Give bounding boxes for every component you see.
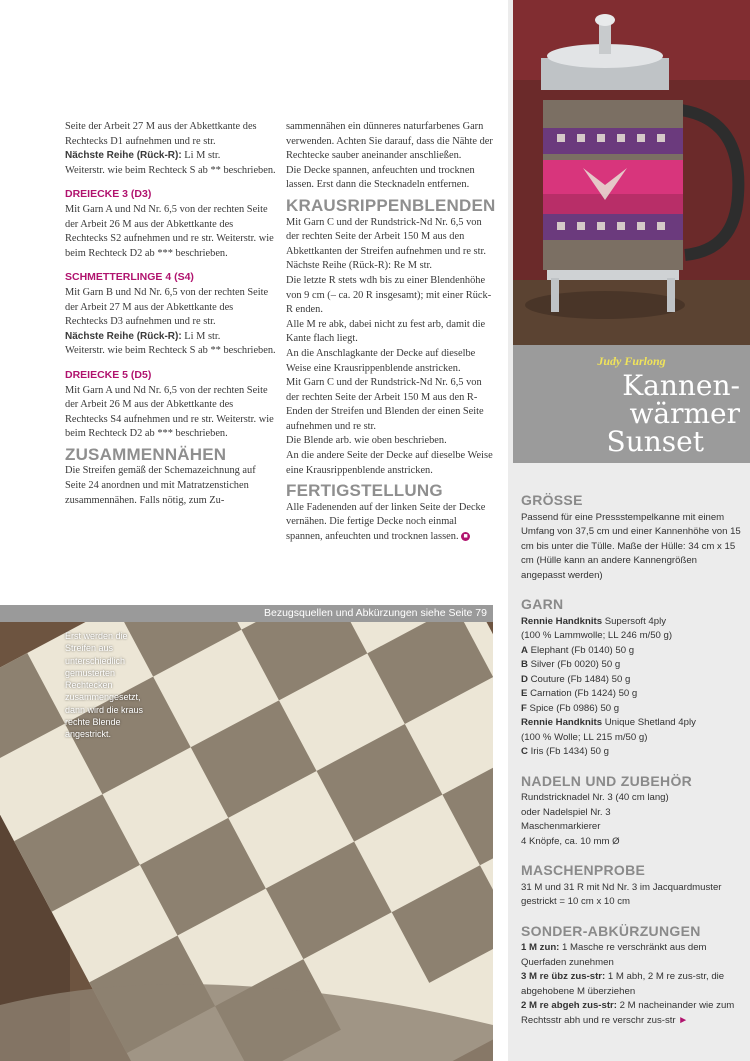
- inline-text: Li M str.: [181, 330, 221, 342]
- article-title-line-1: Kannen-: [622, 369, 740, 402]
- article-title-line-2: wärmer: [629, 397, 740, 430]
- photo-caption: Erst werden die Streifen aus unterschiedlich gemusterten Rechtecken zusammengesetzt, dann wird die kraus rechte Blende angestrickt.: [65, 631, 144, 740]
- abbreviation-item: [521, 941, 743, 970]
- yarn-code: F: [521, 702, 527, 714]
- yarn-code: A: [521, 644, 528, 656]
- yarn-detail: Couture (Fb 1484) 50 g: [527, 673, 631, 685]
- spec-heading-maschenprobe: MASCHENPROBE: [521, 862, 646, 878]
- spec-text: 31 M und 31 R mit Nd Nr. 3 im Jacquardmuster gestrickt = 10 cm x 10 cm: [521, 881, 722, 907]
- continue-arrow-icon: ►: [678, 1014, 689, 1026]
- photo-source-bar: [0, 605, 493, 622]
- paragraph: An die andere Seite der Decke auf dieselbe Weise eine Krausrippenblende anstricken.: [286, 450, 493, 476]
- yarn-detail: Silver (Fb 0020) 50 g: [527, 659, 621, 670]
- abbreviation-term: 1 M zun:: [521, 942, 560, 953]
- paragraph: Alle M re abk, dabei nicht zu fest arb, damit die Kante flach liegt.: [286, 318, 486, 345]
- paragraph: Mit Garn C und der Rundstrick-Nd Nr. 6,5 von der rechten Seite der Arbeit 150 M aus den R-Enden der Streifen und Blenden der einen Seite aufnehmen und re str.: [286, 377, 484, 432]
- needle-item: Maschenmarkierer: [521, 821, 601, 832]
- yarn-code: E: [521, 688, 528, 699]
- source-reference: Bezugsquellen und Abkürzungen siehe Seite 79: [263, 607, 487, 619]
- yarn-detail: Supersoft 4ply: [602, 615, 667, 627]
- yarn-code: B: [521, 659, 528, 670]
- end-of-article-icon: ■: [461, 532, 470, 541]
- text-column-middle: [286, 120, 494, 545]
- yarn-item: [521, 716, 743, 731]
- section-heading-d5: DREIECKE 5 (D5): [65, 368, 152, 381]
- yarn-detail: Spice (Fb 0986) 50 g: [526, 702, 620, 714]
- paragraph: Die Decke spannen, anfeuchten und trocknen lassen. Erst dann die Stecknadeln entfernen.: [286, 164, 475, 191]
- needle-item: 4 Knöpfe, ca. 10 mm Ø: [521, 835, 620, 847]
- paragraph: Seite der Arbeit 27 M aus der Abkettkante des Rechtecks D1 aufnehmen und re str.: [65, 121, 257, 147]
- abbreviation-definition: 2 M nacheinander wie zum Rechtsstr abh und re verschr zus-str: [521, 1000, 735, 1026]
- paragraph: Mit Garn B und Nd Nr. 6,5 von der rechten Seite der Arbeit 27 M aus der Abkettkante des Rechtecks D3 aufnehmen und re str.: [65, 286, 269, 328]
- yarn-detail: Elephant (Fb 0140) 50 g: [527, 644, 635, 656]
- text-column-left: [65, 120, 277, 508]
- yarn-item: [521, 658, 743, 673]
- yarn-list: [521, 615, 743, 760]
- section-heading-fertigstellung: FERTIGSTELLUNG: [286, 481, 443, 501]
- spec-heading-garn: GARN: [521, 596, 564, 612]
- abbreviation-term: 3 M re übz zus-str:: [521, 971, 606, 982]
- yarn-item: [521, 644, 743, 659]
- yarn-item: [521, 673, 743, 688]
- yarn-code: C: [521, 746, 528, 757]
- paragraph: [65, 149, 277, 164]
- paragraph: Die letzte R stets wdh bis zu einer Blendenhöhe von 9 cm (– ca. 20 R insgesamt); mit einer Rück-R enden.: [286, 274, 492, 316]
- paragraph: Weiterstr. wie beim Rechteck S ab ** beschrieben.: [65, 164, 276, 176]
- yarn-brand: Rennie Handknits: [521, 615, 603, 627]
- section-heading-krausrippenblenden: KRAUSRIPPENBLENDEN: [286, 195, 496, 215]
- paragraph: Die Streifen gemäß der Schemazeichnung auf Seite 24 anordnen und mit Matratzenstichen zusammennähen. Falls nötig, zum Zu-: [65, 465, 256, 506]
- yarn-item: [521, 629, 743, 644]
- pattern-specs: [521, 493, 743, 1028]
- yarn-detail: (100 % Lammwolle; LL 246 m/50 g): [521, 630, 673, 641]
- paragraph: Mit Garn C und der Rundstrick-Nd Nr. 6,5 von der rechten Seite der Arbeit 150 M aus den Abkettkanten der Streifen aufnehmen und re str.: [286, 216, 486, 257]
- paragraph: Mit Garn A und Nd Nr. 6,5 von der rechten Seite der Arbeit 26 M aus der Abkettkante des Rechtecks S2 aufnehmen und re str. Weiterstr. wie beim Rechteck D2 ab *** beschrieben.: [65, 203, 274, 259]
- abbreviation-definition: 1 M abh, 2 M re zus-str, die abgehobene M überziehen: [521, 971, 725, 997]
- paragraph: sammennähen ein dünneres naturfarbenes Garn verwenden. Achten Sie darauf, dass die Nähte der Rechtecke sauber aneinander anschließen.: [286, 121, 493, 162]
- yarn-item: [521, 702, 743, 717]
- inline-text: Li M str.: [181, 150, 221, 162]
- paragraph: Die Blende arb. wie oben beschrieben.: [286, 435, 447, 447]
- yarn-brand: Rennie Handknits: [521, 717, 603, 728]
- yarn-item: [521, 687, 743, 702]
- yarn-item: [521, 745, 743, 760]
- yarn-detail: (100 % Wolle; LL 215 m/50 g): [521, 731, 648, 743]
- author-name: Judy Furlong: [597, 354, 666, 368]
- spec-heading-abkuerzungen: SONDER-ABKÜRZUNGEN: [521, 922, 701, 939]
- yarn-code: D: [521, 673, 528, 685]
- yarn-detail: Carnation (Fb 1424) 50 g: [527, 688, 638, 699]
- label-bold: Nächste Reihe (Rück-R):: [65, 330, 182, 342]
- section-heading-d3: DREIECKE 3 (D3): [65, 188, 152, 201]
- teapot-cosy-photo: [513, 0, 750, 345]
- yarn-item: [521, 615, 743, 630]
- abbreviation-item: [521, 970, 743, 999]
- label-bold: Nächste Reihe (Rück-R):: [65, 150, 182, 162]
- paragraph: Nächste Reihe (Rück-R): Re M str.: [286, 260, 433, 272]
- yarn-item: [521, 731, 743, 746]
- article-title-line-3: Sunset: [606, 425, 704, 458]
- spec-heading-groesse: GRÖSSE: [521, 492, 583, 508]
- abbreviation-term: 2 M re abgeh zus-str:: [521, 1000, 617, 1011]
- abbreviation-definition: 1 Masche re verschränkt aus dem Querfaden zunehmen: [521, 942, 707, 968]
- article-title-band: [513, 345, 750, 463]
- teapot-cosy-illustration: [513, 0, 750, 345]
- paragraph: An die Anschlagkante der Decke auf dieselbe Weise eine Krausrippenblende anstricken.: [286, 347, 476, 374]
- paragraph: [65, 330, 277, 345]
- needle-item: oder Nadelspiel Nr. 3: [521, 806, 611, 818]
- spec-heading-nadeln: NADELN UND ZUBEHÖR: [521, 772, 693, 789]
- paragraph: Mit Garn A und Nd Nr. 6,5 von der rechten Seite der Arbeit 26 M aus der Abkettkante des Rechtecks S4 aufnehmen und re str. Weiterstr. wie beim Rechteck D2 ab *** beschrieben.: [65, 384, 274, 440]
- spec-text: Passend für eine Pressstempelkanne mit einem Umfang von 37,5 cm und einer Kannenhöhe von 15 cm bis unter die Tülle. Maße der Hülle: 34 cm x 15 cm (Hülle kann an andere Kannengrößen angepasst werden): [521, 511, 741, 581]
- yarn-detail: Iris (Fb 1434) 50 g: [527, 746, 609, 757]
- needle-item: Rundstricknadel Nr. 3 (40 cm lang): [521, 792, 669, 803]
- abbreviation-item: [521, 999, 743, 1028]
- section-heading-zusammennaehen: ZUSAMMENNÄHEN: [65, 444, 227, 464]
- inline-text: Alle Fadenenden auf der linken Seite der Decke vernähen. Die fertige Decke noch einmal spannen, anfeuchten und trocknen lassen.: [286, 501, 486, 543]
- section-heading-s4: SCHMETTERLINGE 4 (S4): [65, 271, 194, 284]
- yarn-detail: Unique Shetland 4ply: [602, 717, 696, 728]
- paragraph: Weiterstr. wie beim Rechteck S ab ** beschrieben.: [65, 345, 276, 357]
- paragraph: [286, 501, 494, 545]
